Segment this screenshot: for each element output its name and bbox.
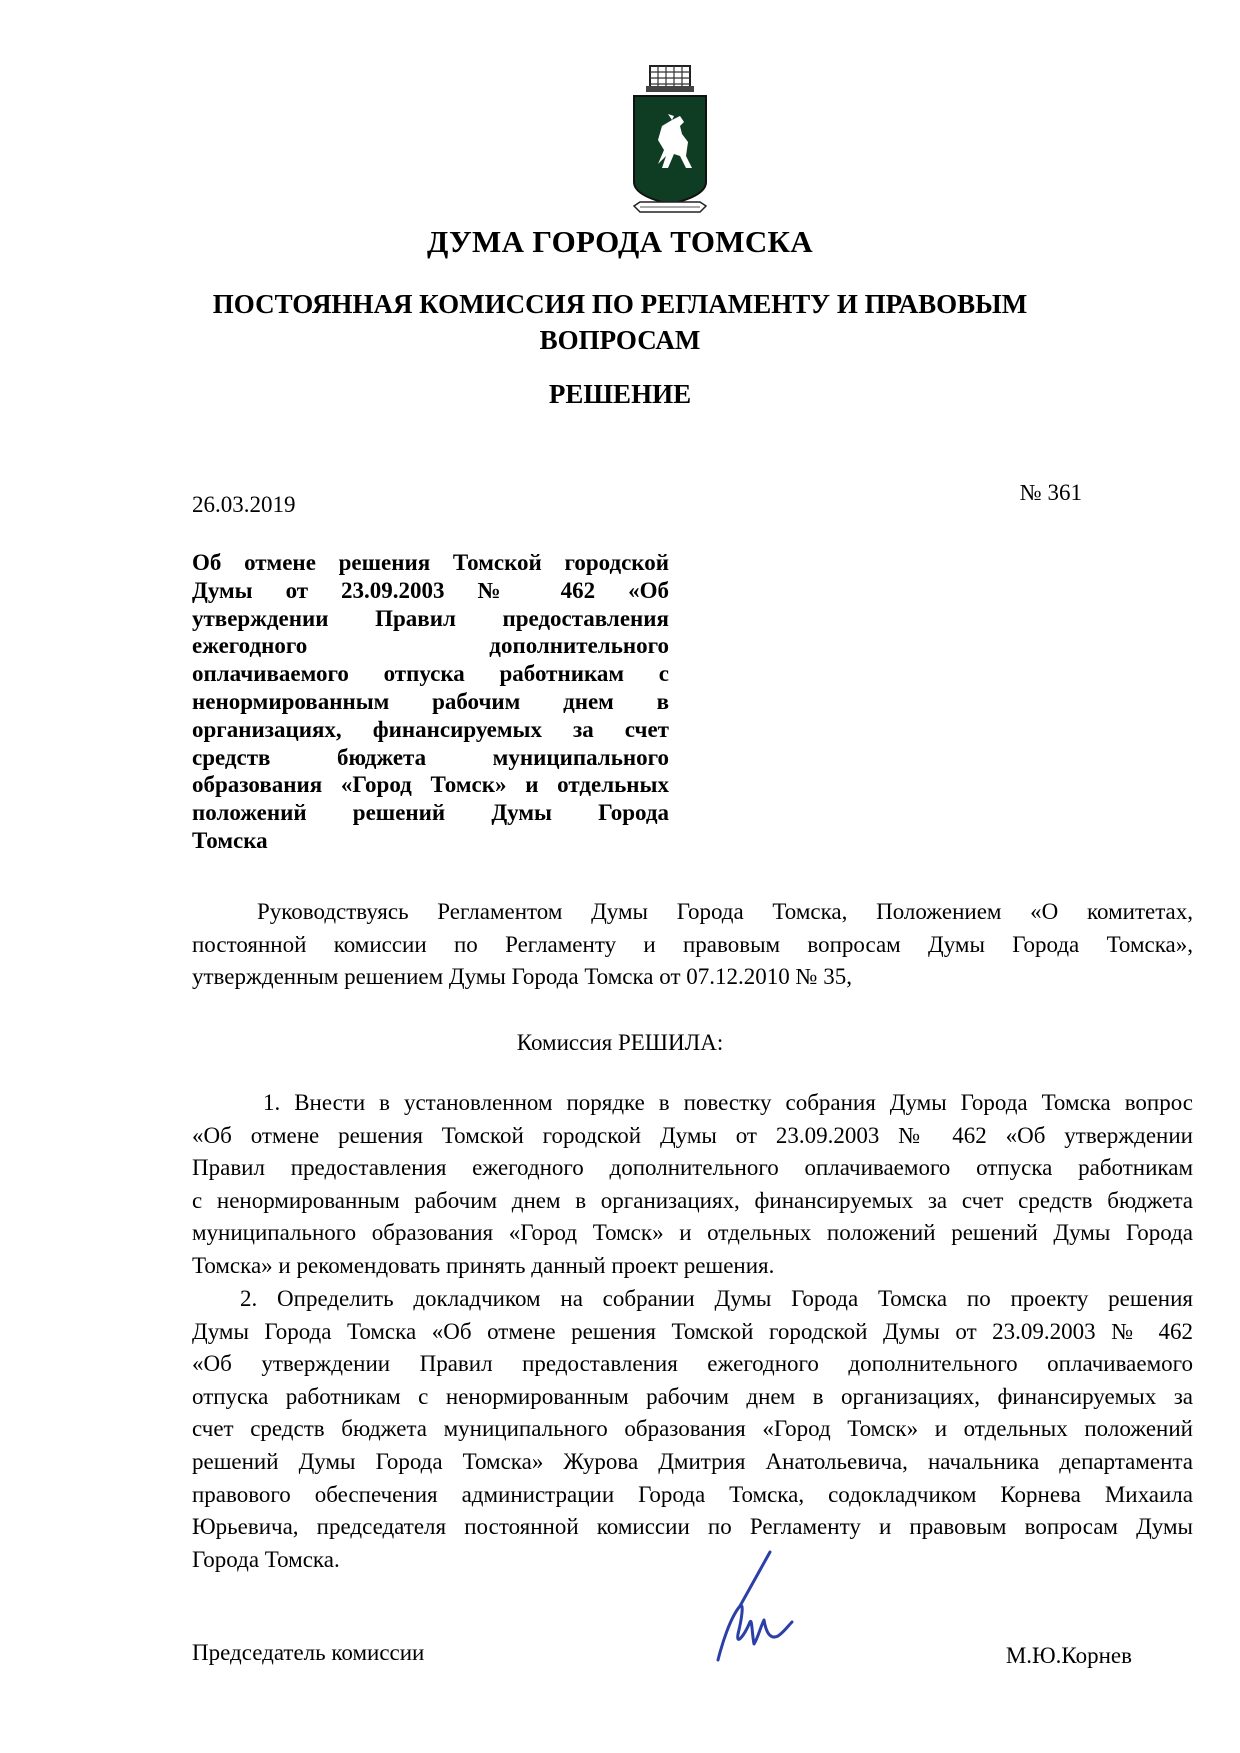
subject-line: Томска (192, 827, 268, 853)
organization-title: ДУМА ГОРОДА ТОМСКА (427, 224, 813, 259)
subject-line: организациях, финансируемых за счет (192, 716, 669, 742)
item-line: «Об утверждении Правил предоставления ежегодного дополнительного оплачиваемого (192, 1351, 1193, 1377)
item-line: Думы Города Томска «Об отмене решения Томской городской Думы от 23.09.2003 № 462 (192, 1318, 1193, 1344)
item-line: правового обеспечения администрации Города Томска, содокладчиком Корнева Михаила (192, 1481, 1193, 1507)
subject-line: ненормированным рабочим днем в (192, 688, 669, 714)
subject-line: утверждении Правил предоставления (192, 605, 669, 631)
preamble-paragraph (192, 896, 1193, 994)
subject-line: средств бюджета муниципального (192, 744, 669, 770)
item-line: 2. Определить докладчиком на собрании Думы Города Томска по проекту решения (240, 1286, 1193, 1311)
item-line: «Об отмене решения Томской городской Думы от 23.09.2003 № 462 «Об утверждении (192, 1122, 1193, 1148)
item-line: Правил предоставления ежегодного дополнительного оплачиваемого отпуска работникам (192, 1155, 1193, 1181)
subject-line: Об отмене решения Томской городской (192, 550, 669, 575)
decision-heading: Комиссия РЕШИЛА: (516, 1030, 724, 1055)
document-type: РЕШЕНИЕ (548, 379, 692, 409)
subject-line: ежегодного дополнительного (192, 633, 669, 659)
item-line: 1. Внести в установленном порядке в повестку собрания Думы Города Томска вопрос (263, 1090, 1193, 1115)
document-date: 26.03.2019 (192, 492, 296, 517)
item-line: Города Томска. (192, 1546, 340, 1572)
signer-name: М.Ю.Корнев (1005, 1643, 1132, 1668)
subject-heading (192, 549, 669, 855)
subject-line: образования «Город Томск» и отдельных (192, 772, 669, 798)
handwritten-signature (700, 1548, 810, 1668)
item-line: счет средств бюджета муниципального образования «Город Томск» и отдельных положений (192, 1416, 1193, 1442)
commission-title-line: ПОСТОЯННАЯ КОМИССИЯ ПО РЕГЛАМЕНТУ И ПРАВОВЫМ (212, 289, 1028, 319)
subject-line: оплачиваемого отпуска работникам с (192, 661, 669, 687)
preamble-line: утвержденным решением Думы Города Томска от 07.12.2010 № 35, (192, 964, 852, 989)
item-line: решений Думы Города Томска» Журова Дмитрия Анатольевича, начальника департамента (192, 1448, 1193, 1474)
tomsk-coat-of-arms-icon (628, 64, 712, 222)
item-line: отпуска работникам с ненормированным рабочим днем в организациях, финансируемых за (192, 1383, 1193, 1409)
preamble-line: постоянной комиссии по Регламенту и правовым вопросам Думы Города Томска», (192, 931, 1193, 957)
subject-line: положений решений Думы Города (192, 800, 669, 826)
item-line: Томска» и рекомендовать принять данный проект решения. (192, 1252, 775, 1278)
signer-role: Председатель комиссии (192, 1640, 425, 1665)
commission-title-line: ВОПРОСАМ (539, 325, 701, 355)
commission-title (0, 286, 1240, 358)
item-line: муниципального образования «Город Томск» и отдельных положений решений Думы Города (192, 1220, 1193, 1246)
decision-item-1 (192, 1087, 1193, 1283)
decision-item-2 (192, 1283, 1193, 1576)
subject-line: Думы от 23.09.2003 № 462 «Об (192, 577, 669, 603)
item-line: с ненормированным рабочим днем в организациях, финансируемых за счет средств бюджета (192, 1187, 1193, 1213)
document-number: № 361 (1019, 480, 1082, 505)
item-line: Юрьевича, председателя постоянной комиссии по Регламенту и правовым вопросам Думы (192, 1514, 1193, 1540)
preamble-line: Руководствуясь Регламентом Думы Города Томска, Положением «О комитетах, (257, 899, 1193, 924)
